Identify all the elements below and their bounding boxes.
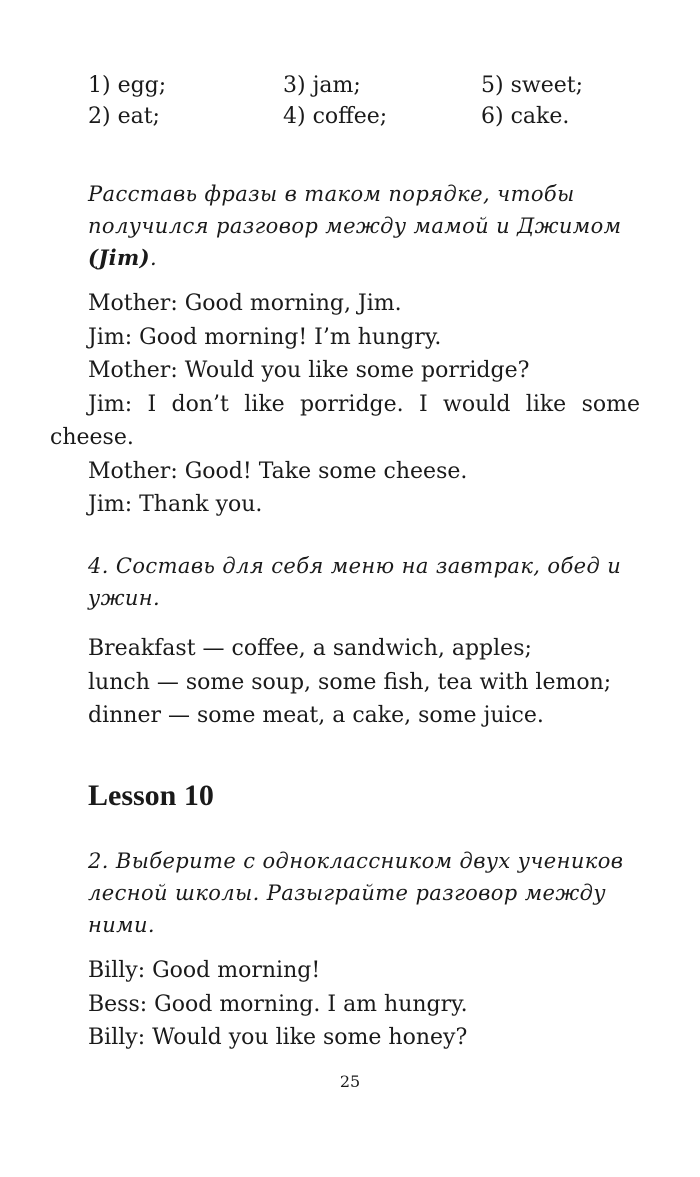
task-menu-instruction: 4. Составь для себя меню на завтрак, обед и ужин.	[88, 554, 622, 610]
instruction-bold: (Jim)	[88, 245, 151, 270]
word-grid-row	[88, 70, 648, 101]
dialogue-line: Mother: Good morning, Jim.	[88, 291, 402, 316]
dialogue-line: Billy: Would you like some honey?	[88, 1025, 468, 1050]
task-menu-list	[50, 632, 640, 733]
task-jim-dialogue	[50, 287, 640, 522]
dialogue-line: Bess: Good morning. I am hungry.	[88, 991, 468, 1017]
word-item: 6) cake.	[481, 104, 570, 129]
word-item: 5) sweet;	[481, 73, 583, 98]
page-number: 25	[339, 1072, 361, 1091]
instruction-end: .	[150, 246, 158, 270]
menu-line: dinner — some meat, a cake, some juice.	[88, 703, 544, 728]
dialogue-line: Jim: I don’t like porridge. I would like some cheese.	[50, 391, 640, 450]
task-school-instruction: 2. Выберите с одноклассником двух учеников лесной школы. Разыграйте разговор между ними.	[88, 849, 624, 937]
word-item: 4) coffee;	[283, 104, 388, 129]
word-item: 1) egg;	[88, 73, 167, 98]
dialogue-line: Jim: Good morning! I’m hungry.	[88, 324, 442, 350]
dialogue-line: Mother: Good! Take some cheese.	[88, 458, 468, 484]
menu-line: lunch — some soup, some fish, tea with lemon;	[88, 669, 612, 695]
dialogue-line: Mother: Would you like some porridge?	[88, 358, 530, 383]
menu-line: Breakfast — coffee, a sandwich, apples;	[88, 636, 532, 661]
dialogue-line: Jim: Thank you.	[88, 492, 263, 517]
word-grid	[88, 70, 648, 132]
word-grid-row	[88, 101, 648, 132]
dialogue-line: Billy: Good morning!	[88, 958, 321, 983]
instruction-text: Расставь фразы в таком порядке, чтобы получился разговор между мамой и Джимом	[88, 182, 622, 238]
word-item: 3) jam;	[283, 73, 361, 98]
task-school-dialogue	[50, 954, 640, 1055]
task-jim-instruction	[88, 178, 640, 274]
lesson-heading: Lesson 10	[88, 779, 214, 812]
word-item: 2) eat;	[88, 104, 160, 129]
